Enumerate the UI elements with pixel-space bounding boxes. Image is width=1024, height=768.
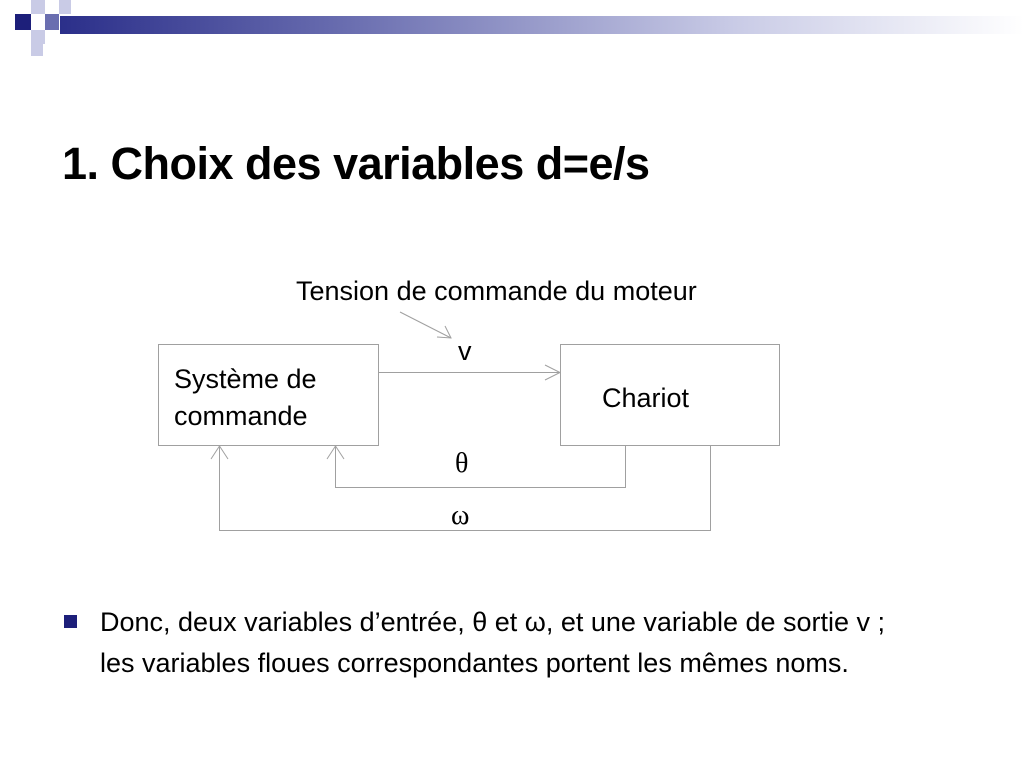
theta-feedback [336, 446, 626, 488]
square-bullet-icon [64, 615, 77, 628]
annotation-pointer [400, 312, 451, 338]
signal-omega-label: ω [451, 500, 470, 531]
chariot-box-label: Chariot [602, 383, 690, 413]
system-box-label-line1: Système de [174, 364, 317, 394]
annotation-label: Tension de commande du moteur [296, 276, 697, 306]
bullet-text: Donc, deux variables d’entrée, θ et ω, et une variable de sortie v ; les variables floues correspondantes portent les mêmes noms. [100, 607, 886, 678]
signal-theta-label: θ [455, 448, 469, 479]
system-box-label-line2: commande [174, 401, 308, 431]
signal-v-label: v [458, 336, 472, 366]
slide-title: 1. Choix des variables d=e/s [62, 138, 650, 189]
